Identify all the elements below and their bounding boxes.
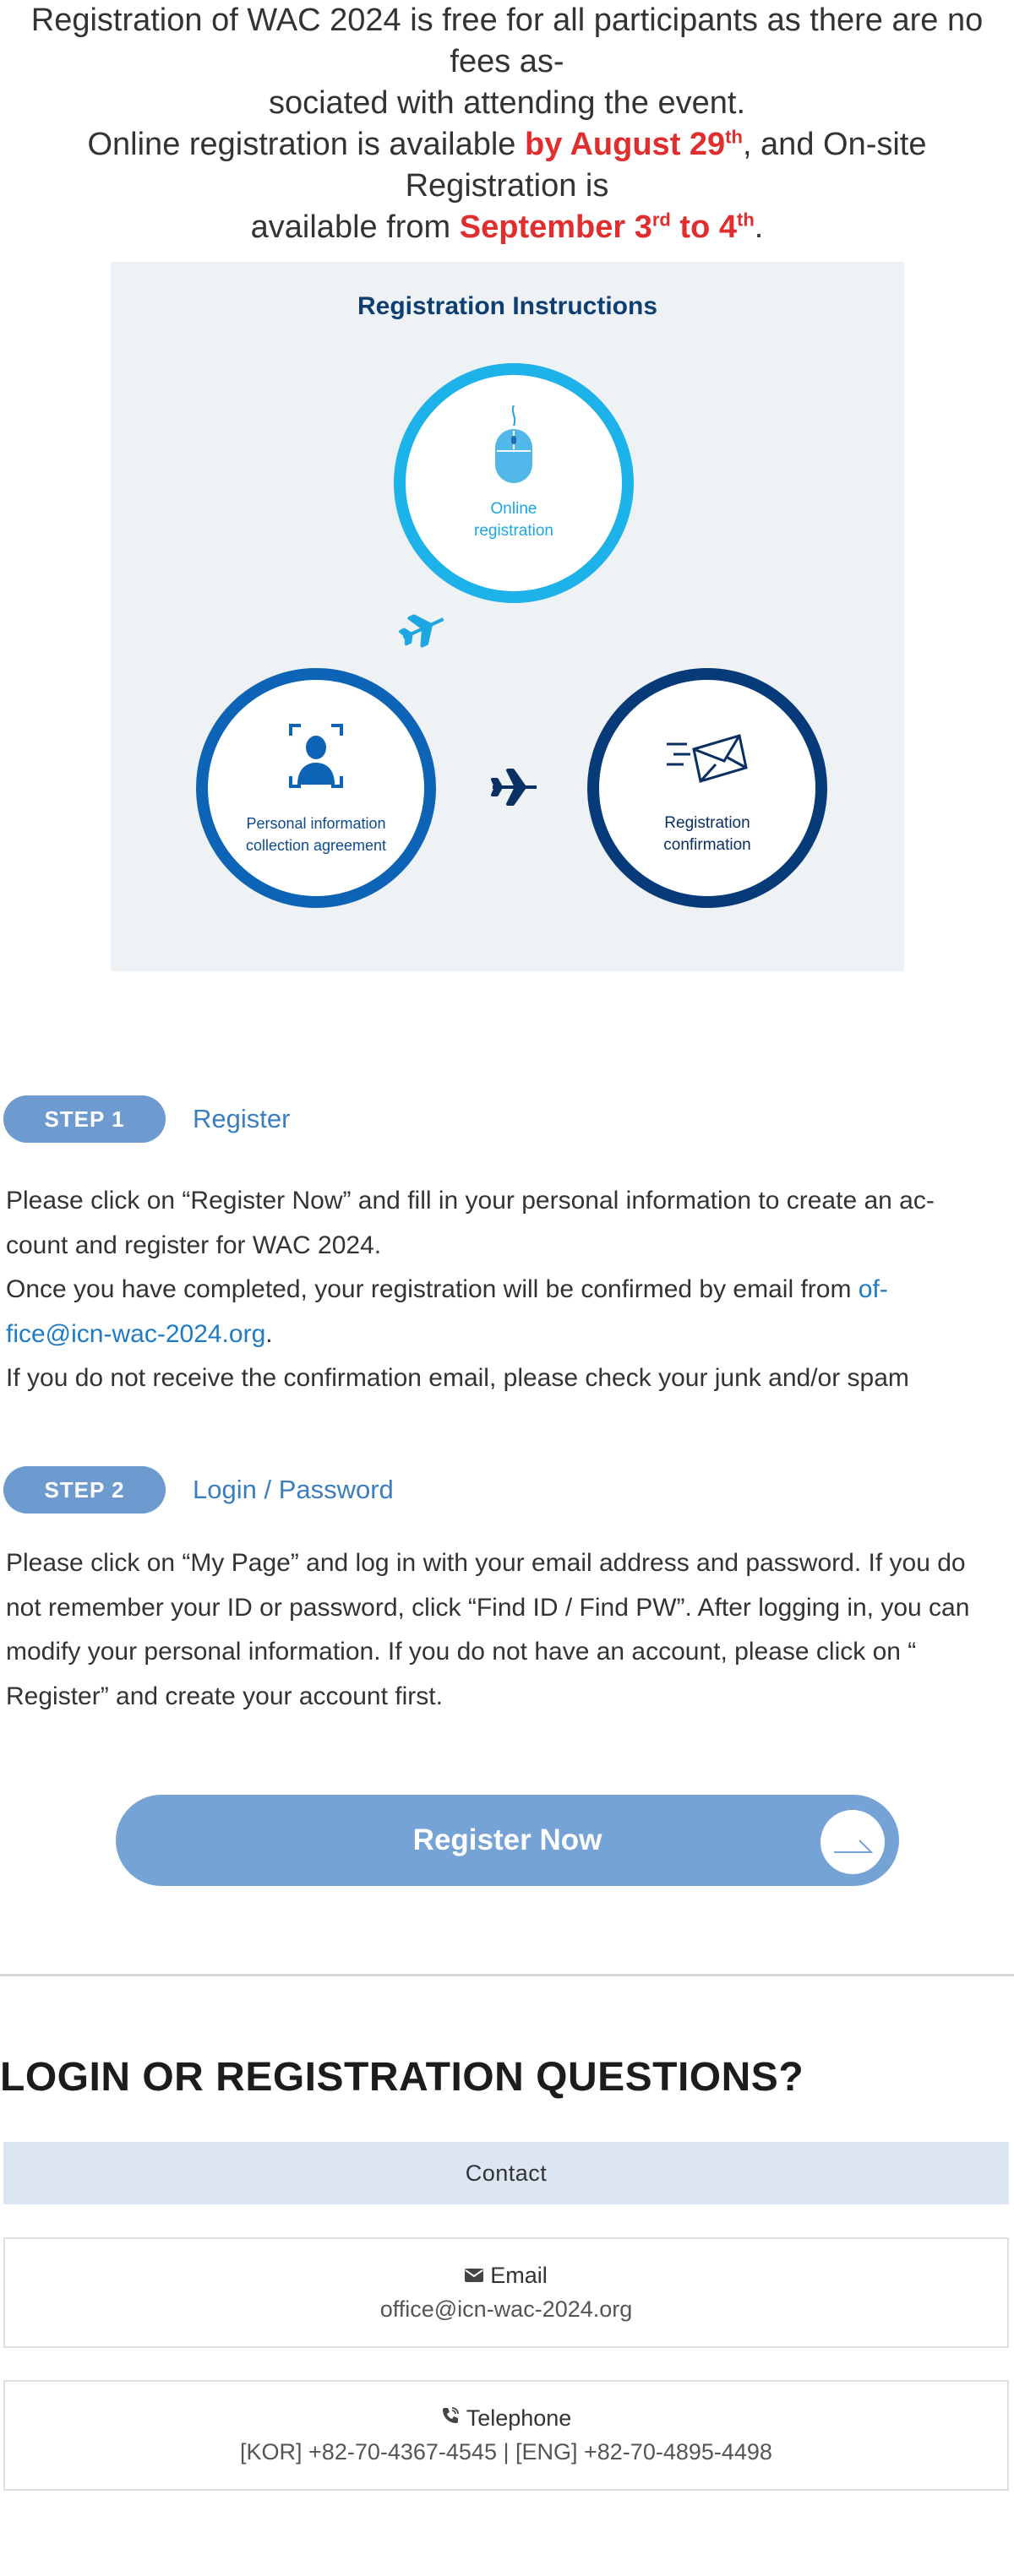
phone-icon — [441, 2405, 460, 2431]
step-2-description: Please click on “My Page” and log in with your email address and password. If you do not remember your ID or password, click “Find ID / Find PW”. After logging in, you can modify your personal information. If you do not have an account, please click on “ Register” and create your account first. — [6, 1549, 970, 1710]
step-1-header — [3, 1095, 1009, 1143]
register-now-label: Register Now — [412, 1823, 602, 1856]
contact-header: Contact — [3, 2142, 1009, 2204]
online-registration-label: Online registration — [474, 500, 553, 540]
office-email-link[interactable]: of- — [858, 1275, 888, 1303]
diagram-title: Registration Instructions — [357, 292, 658, 320]
intro-line-1: Registration of WAC 2024 is free for all participants as there are no fees as- — [30, 3, 984, 79]
telephone-label: Telephone — [5, 2405, 1007, 2432]
envelope-icon — [665, 731, 750, 791]
office-email-link-continued[interactable]: fice@icn-wac-2024.org — [6, 1319, 266, 1348]
register-now-button[interactable] — [116, 1795, 899, 1886]
telephone-value[interactable]: [KOR] +82-70-4367-4545 | [ENG] +82-70-4895-4498 — [240, 2439, 772, 2465]
step-1-title: Register — [193, 1104, 291, 1133]
registration-confirmation-circle — [587, 668, 827, 908]
step-2-badge: STEP 2 — [3, 1466, 166, 1514]
face-scan-icon — [289, 724, 343, 792]
step-1-description: Please click on “Register Now” and fill in your personal information to create an ac- count and register for WAC 2024. Once you have completed, your registration will be confirmed by email from of- fice@icn-wac-2024.org. If you do not receive the confirmation email, please check your junk and/or spam — [6, 1187, 935, 1392]
registration-instructions-diagram — [111, 262, 904, 971]
airplane-icon — [398, 603, 449, 658]
intro-line-4: available from September 3rd to 4th. — [250, 209, 764, 245]
airplane-arrow-icon — [489, 762, 540, 817]
email-contact-box — [3, 2237, 1009, 2348]
mouse-icon — [492, 405, 536, 491]
personal-information-label: Personal information collection agreement — [245, 815, 387, 854]
online-deadline: by August 29th — [524, 126, 743, 162]
email-label: Email — [5, 2263, 1007, 2290]
intro-text — [0, 0, 1014, 248]
online-registration-circle — [394, 363, 634, 603]
arrow-right-icon — [820, 1810, 885, 1874]
faq-title: LOGIN OR REGISTRATION QUESTIONS? — [0, 2055, 804, 2100]
onsite-dates: September 3rd to 4th — [459, 209, 755, 245]
step-2-title: Login / Password — [193, 1475, 394, 1504]
personal-information-circle — [196, 668, 436, 908]
step-2-header — [3, 1466, 1009, 1514]
envelope-icon — [465, 2262, 483, 2288]
section-divider — [0, 1974, 1014, 1976]
intro-line-2: sociated with attending the event. — [268, 85, 746, 121]
step-1-badge: STEP 1 — [3, 1095, 166, 1143]
email-value[interactable]: office@icn-wac-2024.org — [379, 2296, 633, 2322]
telephone-contact-box — [3, 2380, 1009, 2491]
registration-confirmation-label: Registration confirmation — [663, 814, 751, 854]
intro-line-3: Online registration is available by August 29th, and On-site Registration is — [87, 126, 927, 204]
